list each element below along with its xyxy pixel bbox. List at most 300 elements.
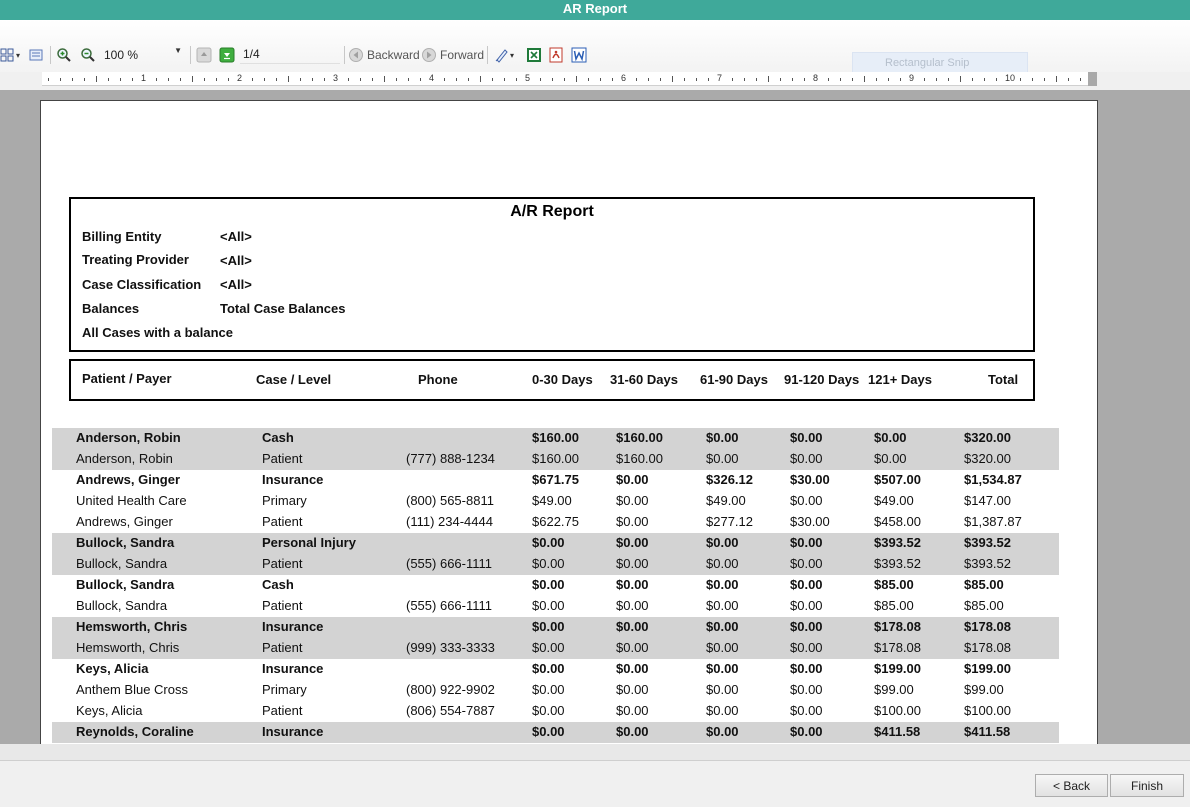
cell-d1: $0.00 — [532, 577, 565, 592]
rectangular-snip-hint — [852, 52, 1028, 74]
cell-phone: (800) 922-9902 — [406, 682, 495, 697]
ruler-tick — [1068, 78, 1069, 81]
cell-case: Insurance — [262, 472, 324, 487]
case-header-row — [52, 617, 1059, 638]
back-button[interactable]: < Back — [1035, 774, 1108, 797]
ruler-tick — [672, 76, 673, 82]
ruler-tick — [684, 78, 685, 81]
cell-case: Primary — [262, 493, 307, 508]
ruler-tick — [192, 76, 193, 82]
cell-d2: $0.00 — [616, 640, 649, 655]
backward-icon — [348, 47, 364, 63]
cell-d2: $0.00 — [616, 703, 649, 718]
case-header-row — [52, 470, 1059, 491]
wizard-footer — [0, 744, 1190, 807]
ruler-tick — [792, 78, 793, 81]
ruler-tick — [84, 78, 85, 81]
cell-name: Bullock, Sandra — [76, 535, 175, 550]
cell-total: $320.00 — [964, 451, 1011, 466]
zoom-out-icon — [80, 47, 96, 63]
horizontal-ruler — [42, 72, 1097, 86]
ruler-tick — [216, 78, 217, 81]
cell-d1: $0.00 — [532, 703, 565, 718]
cell-phone: (777) 888-1234 — [406, 451, 495, 466]
cell-d1: $0.00 — [532, 640, 565, 655]
ruler-tick — [876, 78, 877, 81]
payer-row — [52, 512, 1059, 533]
cell-d2: $0.00 — [616, 682, 649, 697]
column-header-total: Total — [988, 372, 1019, 387]
criteria-value: <All> — [220, 253, 252, 268]
ruler-tick — [408, 78, 409, 81]
ruler-tick — [540, 78, 541, 81]
ruler-tick — [600, 78, 601, 81]
cell-d2: $0.00 — [616, 577, 649, 592]
cell-d3: $0.00 — [706, 535, 739, 550]
export-menu-button[interactable] — [494, 46, 514, 64]
cell-d3: $0.00 — [706, 724, 739, 739]
ruler-tick — [420, 78, 421, 81]
ruler-tick — [456, 78, 457, 81]
cell-name: Reynolds, Coraline — [76, 724, 194, 739]
ruler-tick — [828, 78, 829, 81]
ruler-label: 6 — [621, 73, 627, 83]
cell-d5: $199.00 — [874, 661, 921, 676]
ruler-tick — [384, 76, 385, 82]
cell-d4: $0.00 — [790, 535, 823, 550]
report-header-box — [69, 197, 1035, 352]
ruler-tick — [108, 78, 109, 81]
cell-name: Keys, Alicia — [76, 661, 149, 676]
cell-d1: $49.00 — [532, 493, 572, 508]
cell-d2: $0.00 — [616, 556, 649, 571]
cell-d2: $0.00 — [616, 514, 649, 529]
toolbar-separator — [50, 46, 51, 64]
ruler-tick — [780, 78, 781, 81]
report-page — [40, 100, 1098, 744]
cell-name: Bullock, Sandra — [76, 577, 175, 592]
backward-label: Backward — [367, 48, 420, 62]
cell-d1: $160.00 — [532, 430, 579, 445]
ruler-label: 5 — [525, 73, 531, 83]
cell-d3: $0.00 — [706, 430, 739, 445]
ruler-tick — [636, 78, 637, 81]
ruler-tick — [660, 78, 661, 81]
cell-d2: $0.00 — [616, 535, 649, 550]
toolbar-separator — [190, 46, 191, 64]
ruler-tick — [864, 76, 865, 82]
ruler-tick — [996, 78, 997, 81]
payer-row — [52, 554, 1059, 575]
ruler-tick — [480, 76, 481, 82]
ruler-tick — [696, 78, 697, 81]
ruler-tick — [396, 78, 397, 81]
cell-case: Personal Injury — [262, 535, 356, 550]
case-header-row — [52, 659, 1059, 680]
ruler-label: 7 — [717, 73, 723, 83]
zoom-value: 100 % — [104, 47, 139, 62]
ruler-tick — [288, 76, 289, 82]
cell-d2: $0.00 — [616, 724, 649, 739]
cell-name: Anthem Blue Cross — [76, 682, 188, 697]
ruler-tick — [72, 78, 73, 81]
zoom-out-button[interactable] — [80, 46, 96, 64]
cell-case: Insurance — [262, 661, 324, 676]
ruler-tick — [120, 78, 121, 81]
cell-d2: $0.00 — [616, 661, 649, 676]
cell-d1: $0.00 — [532, 682, 565, 697]
zoom-in-button[interactable] — [56, 46, 72, 64]
snip-hint-text: Rectangular Snip — [885, 57, 970, 69]
ruler-tick — [444, 78, 445, 81]
column-header-patient: Patient / Payer — [82, 371, 172, 386]
cell-d4: $0.00 — [790, 493, 823, 508]
cell-d1: $0.00 — [532, 598, 565, 613]
cell-d2: $0.00 — [616, 598, 649, 613]
ruler-tick — [180, 78, 181, 81]
cell-d2: $160.00 — [616, 430, 663, 445]
toolbar-separator — [344, 46, 345, 64]
next-page-icon — [219, 47, 235, 63]
cell-d5: $0.00 — [874, 451, 907, 466]
cell-d5: $99.00 — [874, 682, 914, 697]
ruler-tick — [276, 78, 277, 81]
ruler-tick — [564, 78, 565, 81]
column-header-case: Case / Level — [256, 372, 332, 387]
criteria-label: Case Classification — [82, 277, 202, 292]
cell-d4: $0.00 — [790, 703, 823, 718]
cell-name: Andrews, Ginger — [76, 472, 181, 487]
cell-d3: $0.00 — [706, 577, 739, 592]
cell-d1: $160.00 — [532, 451, 579, 466]
cell-d5: $49.00 — [874, 493, 914, 508]
ruler-label: 9 — [909, 73, 915, 83]
criteria-value: <All> — [220, 229, 252, 244]
cell-d4: $30.00 — [790, 514, 830, 529]
ruler-tick — [756, 78, 757, 81]
chevron-down-icon: ▼ — [174, 46, 182, 55]
cell-d5: $85.00 — [874, 577, 914, 592]
forward-button[interactable] — [421, 46, 484, 64]
cell-total: $320.00 — [964, 430, 1011, 445]
cell-d1: $0.00 — [532, 535, 565, 550]
payer-row — [52, 680, 1059, 701]
ruler-tick — [300, 78, 301, 81]
criteria-label: All Cases with a balance — [82, 325, 234, 340]
criteria-label: Treating Provider — [82, 252, 189, 267]
ruler-right-margin[interactable] — [1088, 72, 1097, 86]
cell-d4: $0.00 — [790, 577, 823, 592]
cell-d4: $0.00 — [790, 640, 823, 655]
cell-total: $178.08 — [964, 640, 1011, 655]
ruler-tick — [264, 78, 265, 81]
cell-total: $147.00 — [964, 493, 1011, 508]
cell-d5: $411.58 — [874, 724, 921, 739]
dropdown-arrow-icon: ▾ — [16, 50, 21, 60]
column-header-31-60: 31-60 Days — [610, 372, 678, 387]
ruler-tick — [228, 78, 229, 81]
ruler-tick — [324, 78, 325, 81]
cell-total: $178.08 — [964, 619, 1011, 634]
case-header-row — [52, 428, 1059, 449]
export-icon — [494, 47, 510, 63]
zoom-in-icon — [56, 47, 72, 63]
cell-case: Patient — [262, 640, 303, 655]
cell-name: Andrews, Ginger — [76, 514, 173, 529]
ruler-tick — [852, 78, 853, 81]
cell-phone: (800) 565-8811 — [406, 493, 494, 508]
cell-total: $1,387.87 — [964, 514, 1022, 529]
cell-case: Patient — [262, 514, 303, 529]
ruler-tick — [948, 78, 949, 81]
previous-page-icon — [196, 47, 212, 63]
cell-total: $411.58 — [964, 724, 1011, 739]
cell-d2: $0.00 — [616, 493, 649, 508]
column-header-box — [69, 359, 1035, 401]
cell-d3: $0.00 — [706, 619, 739, 634]
page-number-input[interactable] — [240, 45, 340, 64]
cell-d3: $326.12 — [706, 472, 753, 487]
ruler-tick — [984, 78, 985, 81]
cell-d1: $0.00 — [532, 619, 565, 634]
cell-d3: $0.00 — [706, 556, 739, 571]
cell-case: Primary — [262, 682, 307, 697]
cell-phone: (111) 234-4444 — [406, 514, 493, 529]
cell-total: $393.52 — [964, 556, 1011, 571]
ruler-tick — [1056, 76, 1057, 82]
ruler-tick — [48, 78, 49, 81]
cell-d4: $0.00 — [790, 682, 823, 697]
export-excel-button[interactable] — [526, 46, 542, 64]
cell-name: Bullock, Sandra — [76, 598, 168, 613]
excel-icon — [526, 47, 542, 63]
page-number-value: 1/4 — [243, 47, 260, 61]
column-header-0-30: 0-30 Days — [532, 372, 593, 387]
cell-d1: $0.00 — [532, 556, 565, 571]
cell-total: $99.00 — [964, 682, 1004, 697]
cell-d5: $178.08 — [874, 619, 921, 634]
cell-d3: $0.00 — [706, 682, 739, 697]
cell-d1: $0.00 — [532, 724, 565, 739]
column-header-91-120: 91-120 Days — [784, 372, 860, 387]
cell-d4: $0.00 — [790, 619, 823, 634]
payer-row — [52, 638, 1059, 659]
previous-page-button[interactable] — [196, 46, 212, 64]
cell-d1: $622.75 — [532, 514, 579, 529]
ruler-tick — [204, 78, 205, 81]
payer-row — [52, 596, 1059, 617]
cell-d5: $178.08 — [874, 640, 921, 655]
cell-total: $393.52 — [964, 535, 1011, 550]
ruler-label: 3 — [333, 73, 339, 83]
ruler-tick — [744, 78, 745, 81]
cell-d4: $0.00 — [790, 556, 823, 571]
ruler-tick — [648, 78, 649, 81]
cell-case: Patient — [262, 598, 303, 613]
ruler-tick — [1044, 78, 1045, 81]
page-setup-icon — [28, 47, 44, 63]
ruler-tick — [1020, 78, 1021, 81]
window-title: AR Report — [0, 0, 1190, 20]
cell-name: Bullock, Sandra — [76, 556, 168, 571]
ruler-tick — [360, 78, 361, 81]
criteria-value: <All> — [220, 277, 252, 292]
cell-total: $85.00 — [964, 598, 1004, 613]
ruler-label: 10 — [1005, 73, 1016, 83]
ruler-tick — [156, 78, 157, 81]
report-rows — [52, 428, 1059, 743]
case-header-row — [52, 722, 1059, 743]
cell-d5: $458.00 — [874, 514, 921, 529]
cell-d3: $0.00 — [706, 661, 739, 676]
backward-button[interactable] — [348, 46, 420, 64]
cell-d4: $0.00 — [790, 451, 823, 466]
cell-d2: $0.00 — [616, 472, 649, 487]
cell-d4: $30.00 — [790, 472, 830, 487]
cell-name: Anderson, Robin — [76, 430, 181, 445]
cell-d5: $393.52 — [874, 535, 921, 550]
report-title: A/R Report — [510, 203, 594, 220]
criteria-label: Balances — [82, 301, 140, 316]
ruler-tick — [96, 76, 97, 82]
ruler-tick — [60, 78, 61, 81]
next-page-button[interactable] — [219, 46, 235, 64]
cell-d5: $0.00 — [874, 430, 907, 445]
ruler-tick — [888, 78, 889, 81]
word-icon — [571, 47, 587, 63]
cell-total: $100.00 — [964, 703, 1011, 718]
finish-button[interactable]: Finish — [1110, 774, 1184, 797]
cell-d2: $160.00 — [616, 451, 663, 466]
cell-d3: $0.00 — [706, 703, 739, 718]
payer-row — [52, 449, 1059, 470]
grid-view-icon — [0, 47, 16, 63]
ruler-tick — [372, 78, 373, 81]
ruler-tick — [900, 78, 901, 81]
cell-d3: $0.00 — [706, 640, 739, 655]
ruler-tick — [504, 78, 505, 81]
column-header-61-90: 61-90 Days — [700, 372, 768, 387]
ruler-tick — [252, 78, 253, 81]
cell-case: Cash — [262, 577, 294, 592]
case-header-row — [52, 575, 1059, 596]
cell-case: Cash — [262, 430, 294, 445]
cell-d4: $0.00 — [790, 724, 823, 739]
ruler-tick — [588, 78, 589, 81]
cell-case: Insurance — [262, 619, 324, 634]
cell-total: $1,534.87 — [964, 472, 1022, 487]
export-word-button[interactable] — [571, 46, 587, 64]
cell-d4: $0.00 — [790, 598, 823, 613]
export-pdf-button[interactable] — [548, 46, 564, 64]
ruler-tick — [1080, 78, 1081, 81]
cell-d3: $49.00 — [706, 493, 746, 508]
cell-d3: $0.00 — [706, 598, 739, 613]
cell-d1: $0.00 — [532, 661, 565, 676]
page-setup-button[interactable] — [28, 46, 44, 64]
payer-row — [52, 701, 1059, 722]
payer-row — [52, 491, 1059, 512]
cell-d4: $0.00 — [790, 430, 823, 445]
forward-label: Forward — [440, 48, 485, 62]
ruler-tick — [732, 78, 733, 81]
ruler-label: 8 — [813, 73, 819, 83]
cell-name: Hemsworth, Chris — [76, 640, 180, 655]
ruler-tick — [804, 78, 805, 81]
multipage-view-button[interactable] — [0, 46, 20, 64]
cell-phone: (999) 333-3333 — [406, 640, 495, 655]
ruler-label: 1 — [141, 73, 147, 83]
ruler-tick — [612, 78, 613, 81]
ruler-tick — [960, 76, 961, 82]
cell-name: Keys, Alicia — [76, 703, 143, 718]
ruler-tick — [972, 78, 973, 81]
dropdown-arrow-icon: ▾ — [510, 50, 515, 60]
ruler-tick — [708, 78, 709, 81]
cell-d4: $0.00 — [790, 661, 823, 676]
cell-total: $85.00 — [964, 577, 1004, 592]
cell-case: Patient — [262, 556, 303, 571]
column-header-121-plus: 121+ Days — [868, 372, 932, 387]
ruler-tick — [576, 76, 577, 82]
ruler-tick — [348, 78, 349, 81]
criteria-label: Billing Entity — [82, 229, 162, 244]
cell-phone: (806) 554-7887 — [406, 703, 495, 718]
ruler-tick — [516, 78, 517, 81]
ruler-tick — [1032, 78, 1033, 81]
criteria-value: Total Case Balances — [220, 301, 346, 316]
ruler-tick — [312, 78, 313, 81]
pdf-icon — [548, 47, 564, 63]
cell-case: Insurance — [262, 724, 324, 739]
cell-case: Patient — [262, 451, 303, 466]
ruler-tick — [768, 76, 769, 82]
case-header-row — [52, 533, 1059, 554]
ruler-tick — [552, 78, 553, 81]
cell-d5: $85.00 — [874, 598, 914, 613]
footer-strip — [0, 744, 1190, 761]
ruler-tick — [168, 78, 169, 81]
cell-d3: $0.00 — [706, 451, 739, 466]
cell-d1: $671.75 — [532, 472, 579, 487]
column-header-phone: Phone — [418, 372, 458, 387]
cell-name: Anderson, Robin — [76, 451, 173, 466]
cell-total: $199.00 — [964, 661, 1011, 676]
cell-phone: (555) 666-1111 — [406, 598, 493, 613]
cell-case: Patient — [262, 703, 303, 718]
ruler-tick — [492, 78, 493, 81]
ruler-tick — [924, 78, 925, 81]
cell-name: Hemsworth, Chris — [76, 619, 188, 634]
cell-phone: (555) 666-1111 — [406, 556, 493, 571]
ruler-tick — [840, 78, 841, 81]
cell-d5: $100.00 — [874, 703, 921, 718]
cell-d5: $507.00 — [874, 472, 921, 487]
cell-d5: $393.52 — [874, 556, 921, 571]
cell-d2: $0.00 — [616, 619, 649, 634]
cell-name: United Health Care — [76, 493, 187, 508]
ruler-tick — [936, 78, 937, 81]
zoom-select[interactable] — [100, 45, 186, 64]
toolbar-separator — [487, 46, 488, 64]
ruler-tick — [468, 78, 469, 81]
forward-icon — [421, 47, 437, 63]
ruler-tick — [132, 78, 133, 81]
ruler-label: 2 — [237, 73, 243, 83]
ruler-label: 4 — [429, 73, 435, 83]
report-viewer[interactable] — [0, 90, 1190, 744]
cell-d3: $277.12 — [706, 514, 753, 529]
